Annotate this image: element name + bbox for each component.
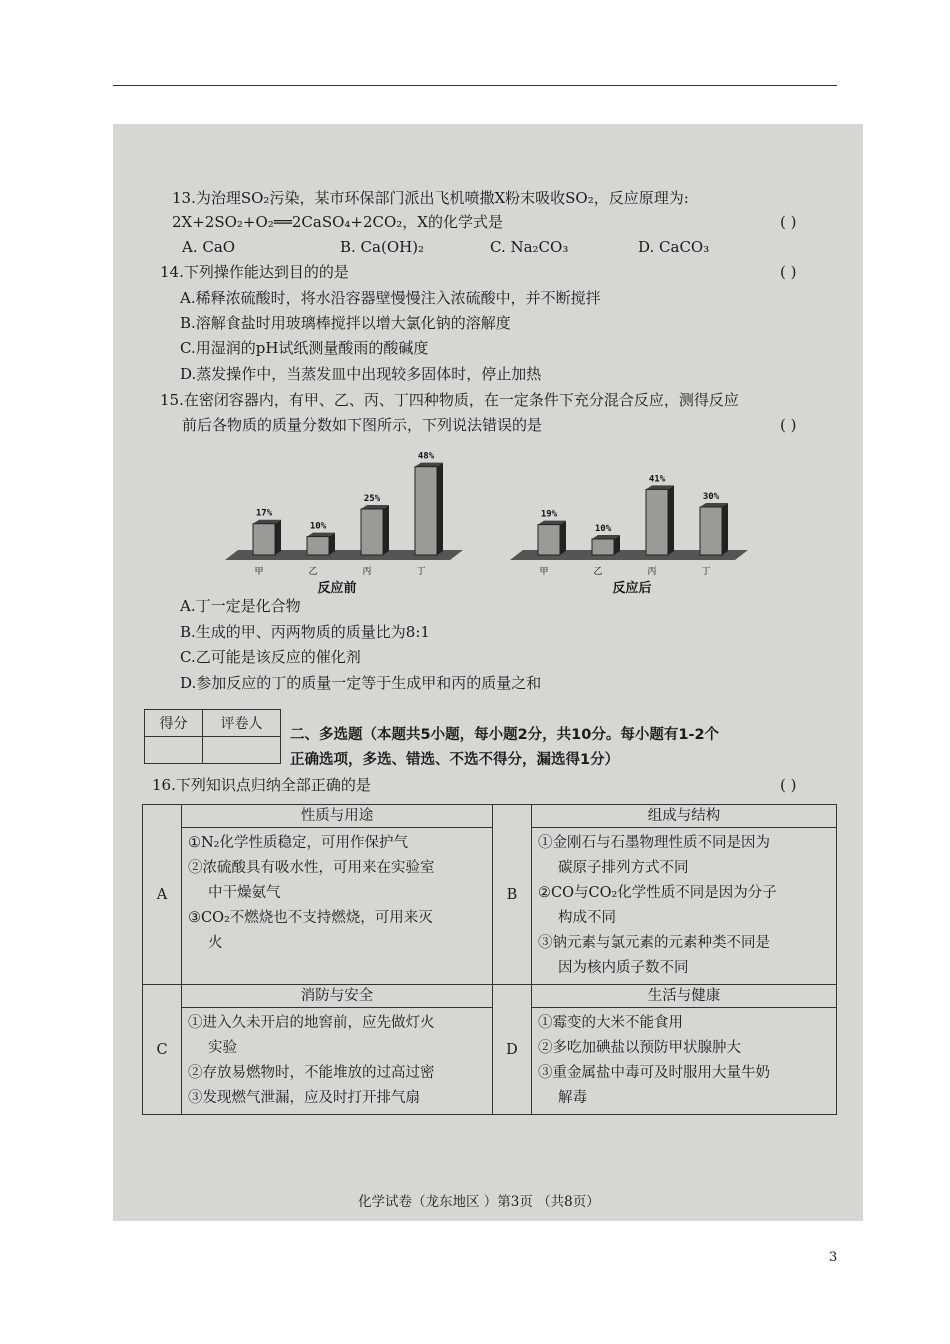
q13-option-d: D. CaCO₃: [638, 238, 710, 256]
header-property-use: 性质与用途: [182, 805, 492, 828]
data-label-丙: 25%: [363, 494, 381, 504]
grader-label: 评卷人: [203, 710, 281, 737]
q15-option-b: B.生成的甲、丙两物质的质量比为8:1: [180, 623, 430, 641]
q14-option-d: D.蒸发操作中，当蒸发皿中出现较多固体时，停止加热: [180, 365, 542, 383]
c-item-3: ③发现燃气泄漏，应及时打开排气扇: [188, 1090, 420, 1106]
b-item-2b: 构成不同: [558, 910, 616, 926]
b-item-1b: 碳原子排列方式不同: [558, 860, 689, 876]
page-footer: 化学试卷（龙东地区 ）第3页 （共8页）: [358, 1194, 600, 1210]
bar-甲: [253, 520, 281, 555]
category-label-甲: 甲: [539, 567, 549, 577]
header-rule: [113, 85, 837, 86]
cell-letter-a: A: [143, 805, 182, 985]
q14-option-c: C.用湿润的pH试纸测量酸雨的酸碱度: [180, 339, 429, 357]
q13-answer-paren[interactable]: ( ): [780, 213, 797, 231]
q15-answer-paren[interactable]: ( ): [780, 416, 797, 434]
data-label-甲: 19%: [540, 509, 558, 520]
q15-line2: 前后各物质的质量分数如下图所示，下列说法错误的是: [182, 416, 543, 434]
d-item-2: ②多吃加碘盐以预防甲状腺肿大: [538, 1040, 741, 1056]
d-item-3b: 解毒: [558, 1090, 587, 1106]
chart-after-reaction: [510, 460, 760, 600]
data-label-甲: 17%: [255, 508, 273, 519]
data-label-乙: 10%: [309, 521, 327, 532]
q16-knowledge-table: [142, 804, 837, 1115]
a-item-1: ①N₂化学性质稳定，可用作保护气: [188, 835, 408, 851]
chart-title: 反应前: [317, 581, 357, 596]
bar-丁: [700, 503, 728, 555]
section2-line2: 正确选项，多选、错选、不选不得分，漏选得1分）: [290, 752, 620, 768]
cell-letter-b: B: [493, 805, 532, 985]
score-box: [144, 709, 281, 764]
q13-option-c: C. Na₂CO₃: [490, 238, 569, 256]
d-item-1: ①霉变的大米不能食用: [538, 1015, 683, 1031]
b-item-2: ②CO与CO₂化学性质不同是因为分子: [538, 885, 777, 901]
c-item-1: ①进入久未开启的地窖前，应先做灯火: [188, 1015, 435, 1031]
grader-field[interactable]: [203, 737, 281, 764]
bar-丁: [415, 463, 443, 555]
q13-option-a: A. CaO: [182, 238, 236, 256]
category-label-丙: 丙: [362, 567, 372, 577]
a-item-2: ②浓硫酸具有吸水性，可用来在实验室: [188, 860, 435, 876]
b-item-3: ③钠元素与氯元素的元素种类不同是: [538, 935, 770, 951]
score-field[interactable]: [145, 737, 203, 764]
category-label-乙: 乙: [308, 567, 318, 577]
data-label-乙: 10%: [594, 524, 612, 534]
data-label-丁: 30%: [702, 492, 720, 502]
q14-option-a: A.稀释浓硫酸时，将水沿容器壁慢慢注入浓硫酸中，并不断搅拌: [180, 289, 601, 307]
d-item-3: ③重金属盐中毒可及时服用大量牛奶: [538, 1065, 770, 1081]
bar-丙: [646, 485, 674, 555]
category-label-丁: 丁: [416, 567, 426, 577]
section2-line1: 二、多选题（本题共5小题，每小题2分，共10分。每小题有1-2个: [290, 727, 720, 743]
q15-option-d: D.参加反应的丁的质量一定等于生成甲和丙的质量之和: [180, 674, 542, 692]
cell-letter-c: C: [143, 985, 182, 1115]
category-label-乙: 乙: [593, 567, 603, 577]
category-label-甲: 甲: [254, 567, 264, 577]
cell-letter-d: D: [493, 985, 532, 1115]
bar-乙: [307, 533, 335, 555]
c-item-2: ②存放易燃物时，不能堆放的过高过密: [188, 1065, 435, 1081]
q16-stem: 16.下列知识点归纳全部正确的是: [152, 776, 371, 794]
data-label-丙: 41%: [648, 474, 666, 485]
a-item-3: ③CO₂不燃烧也不支持燃烧，可用来灭: [188, 910, 433, 926]
b-item-3b: 因为核内质子数不同: [558, 960, 689, 976]
q16-answer-paren[interactable]: ( ): [780, 776, 797, 794]
q13-line2: 2X+2SO₂+O₂══2CaSO₄+2CO₂，X的化学式是: [172, 213, 503, 231]
bar-乙: [592, 535, 620, 555]
bar-丙: [361, 505, 389, 555]
chart-before-reaction: [225, 450, 475, 600]
header-fire-safety: 消防与安全: [182, 985, 492, 1008]
q13-line1: 13.为治理SO₂污染，某市环保部门派出飞机喷撒X粉末吸收SO₂，反应原理为:: [172, 189, 689, 207]
a-item-3b: 火: [208, 935, 223, 951]
b-item-1: ①金刚石与石墨物理性质不同是因为: [538, 835, 770, 851]
q14-answer-paren[interactable]: ( ): [780, 263, 797, 281]
data-label-丁: 48%: [417, 451, 435, 462]
bar-甲: [538, 521, 566, 555]
q14-option-b: B.溶解食盐时用玻璃棒搅拌以增大氯化钠的溶解度: [180, 314, 511, 332]
header-composition-structure: 组成与结构: [532, 805, 836, 828]
chart-title: 反应后: [612, 581, 652, 596]
q14-stem: 14.下列操作能达到目的的是: [160, 263, 349, 281]
a-item-2b: 中干燥氨气: [208, 885, 281, 901]
page-number: 3: [829, 1250, 838, 1265]
q15-option-c: C.乙可能是该反应的催化剂: [180, 648, 361, 666]
score-label: 得分: [145, 710, 203, 737]
category-label-丁: 丁: [701, 567, 711, 577]
q15-option-a: A.丁一定是化合物: [180, 597, 301, 615]
c-item-1b: 实验: [208, 1040, 237, 1056]
header-life-health: 生活与健康: [532, 985, 836, 1008]
q13-option-b: B. Ca(OH)₂: [340, 238, 425, 256]
q15-line1: 15.在密闭容器内，有甲、乙、丙、丁四种物质，在一定条件下充分混合反应，测得反应: [160, 391, 739, 409]
category-label-丙: 丙: [647, 567, 657, 577]
